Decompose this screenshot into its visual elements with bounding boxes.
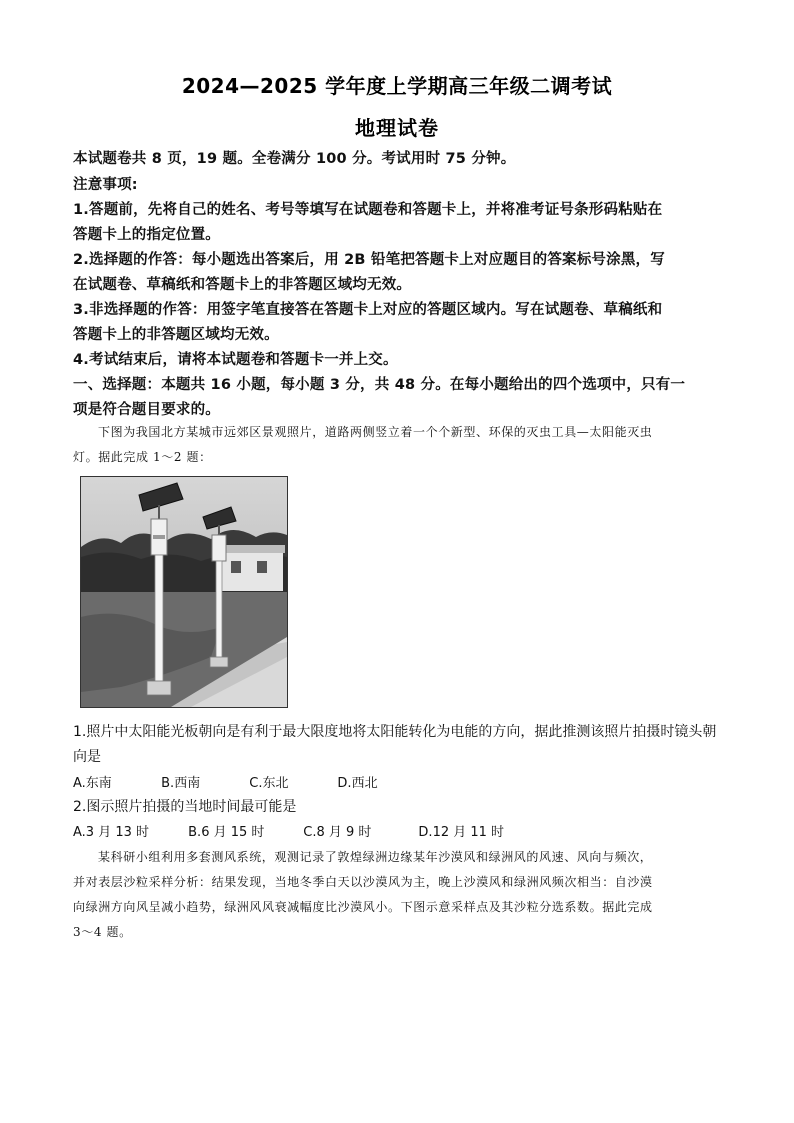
notes-heading: 注意事项: <box>73 177 138 193</box>
note-3-line-2: 答题卡上的非答题区域均无效。 <box>73 327 279 343</box>
q2-option-d[interactable]: D.12 月 11 时 <box>418 825 505 840</box>
q2-option-c[interactable]: C.8 月 9 时 <box>303 825 372 840</box>
photo-scene-icon <box>81 477 287 707</box>
solar-insect-lamp-photo <box>80 476 288 708</box>
q1-option-c[interactable]: C.东北 <box>249 776 289 791</box>
q2-option-a[interactable]: A.3 月 13 时 <box>73 825 150 840</box>
note-3-line-1: 3.非选择题的作答：用签字笔直接答在答题卡上对应的答题区域内。写在试题卷、草稿纸和 <box>73 302 663 318</box>
note-1-line-2: 答题卡上的指定位置。 <box>73 227 220 243</box>
q2-stem: 2.图示照片拍摄的当地时间最可能是 <box>73 799 297 815</box>
passage-2-line-3: 向绿洲方向风呈减小趋势，绿洲风风衰减幅度比沙漠风小。下图示意采样点及其沙粒分选系数。据此完成 <box>73 900 653 914</box>
exam-title: 2024—2025 学年度上学期高三年级二调考试 <box>181 74 613 98</box>
passage-2-line-2: 并对表层沙粒采样分析：结果发现，当地冬季白天以沙漠风为主，晚上沙漠风和绿洲风频次相当：自沙漠 <box>73 875 653 889</box>
q1-option-a[interactable]: A.东南 <box>73 776 112 791</box>
q1-stem-line-1: 1.照片中太阳能光板朝向是有利于最大限度地将太阳能转化为电能的方向，据此推测该照片拍摄时镜头朝 <box>73 724 717 740</box>
passage-1-line-1: 下图为我国北方某城市远郊区景观照片，道路两侧竖立着一个个新型、环保的灭虫工具—太阳能灭虫 <box>98 425 653 439</box>
note-4: 4.考试结束后，请将本试题卷和答题卡一并上交。 <box>73 352 398 368</box>
q1-option-b[interactable]: B.西南 <box>161 776 201 791</box>
q2-option-b[interactable]: B.6 月 15 时 <box>188 825 265 840</box>
exam-subtitle: 地理试卷 <box>355 116 439 140</box>
note-2-line-2: 在试题卷、草稿纸和答题卡上的非答题区域均无效。 <box>73 277 412 293</box>
passage-2-line-1: 某科研小组利用多套测风系统，观测记录了敦煌绿洲边缘某年沙漠风和绿洲风的风速、风向与频次， <box>98 850 653 864</box>
q1-option-d[interactable]: D.西北 <box>337 776 378 791</box>
section-heading-line-2: 项是符合题目要求的。 <box>73 402 220 418</box>
passage-2-line-4: 3～4 题。 <box>73 925 132 939</box>
passage-1-line-2: 灯。据此完成 1～2 题： <box>73 450 212 464</box>
note-2-line-1: 2.选择题的作答：每小题选出答案后，用 2B 铅笔把答题卡上对应题目的答案标号涂黑，写 <box>73 252 665 268</box>
section-heading-line-1: 一、选择题：本题共 16 小题，每小题 3 分，共 48 分。在每小题给出的四个选项中，只有一 <box>73 377 686 393</box>
note-1-line-1: 1.答题前，先将自己的姓名、考号等填写在试题卷和答题卡上，并将准考证号条形码粘贴在 <box>73 202 663 218</box>
q1-options <box>73 772 421 791</box>
q1-stem-line-2: 向是 <box>73 749 101 765</box>
exam-summary: 本试题卷共 8 页，19 题。全卷满分 100 分。考试用时 75 分钟。 <box>73 151 516 167</box>
q2-options <box>73 821 529 840</box>
